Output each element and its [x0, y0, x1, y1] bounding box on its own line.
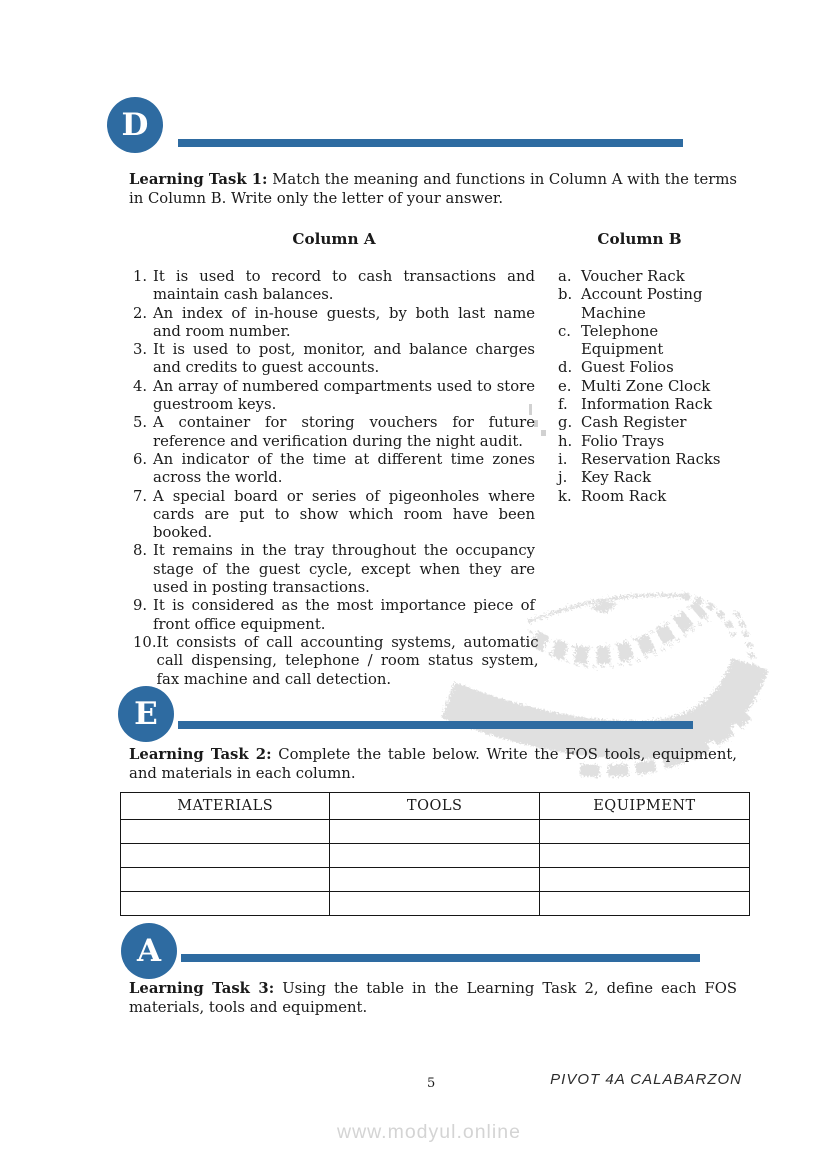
table-cell-empty: [330, 844, 539, 868]
learning-task-2-label: Learning Task 2:: [129, 746, 272, 763]
list-item: 3. It is used to post, monitor, and balance charges and credits to guest accounts.: [133, 341, 535, 377]
list-item: g. Cash Register: [558, 414, 687, 432]
section-rule-d: [178, 139, 683, 147]
table-cell-empty: [539, 844, 749, 868]
column-a-title: Column A: [292, 230, 376, 248]
learning-task-1-text: Match the meaning and functions in Column A with the terms in Column B. Write only the letter of your answer.: [129, 171, 738, 207]
list-item: 8. It remains in the tray throughout the occupancy stage of the guest cycle, except when they are used in posting transactions.: [133, 542, 535, 597]
table-header-equipment: EQUIPMENT: [539, 793, 749, 820]
table-cell-empty: [330, 820, 539, 844]
table-header-materials: MATERIALS: [121, 793, 330, 820]
list-item: a. Voucher Rack: [558, 268, 685, 285]
list-item: 7. A special board or series of pigeonholes where cards are put to show which room have been booked.: [133, 487, 535, 542]
section-rule-a: [181, 954, 700, 962]
list-item: 4. An array of numbered compartments used to store guestroom keys.: [133, 377, 535, 414]
table-row: [121, 868, 750, 892]
table-cell-empty: [539, 820, 749, 844]
column-b-title: Column B: [597, 230, 682, 248]
list-item: c. Telephone Equipment: [558, 322, 664, 359]
column-b-list: [558, 268, 721, 506]
table-cell-empty: [539, 892, 749, 916]
table-cell-empty: [539, 868, 749, 892]
learning-task-1-label: Learning Task 1:: [129, 171, 268, 188]
table-header-row: [121, 793, 750, 820]
list-item: 5. A container for storing vouchers for future reference and verification during the night audit.: [133, 414, 535, 450]
table-row: [121, 844, 750, 868]
table-cell-empty: [121, 820, 330, 844]
table-cell-empty: [121, 892, 330, 916]
site-watermark: www.modyul.online: [337, 1121, 521, 1143]
learning-task-1: [129, 171, 737, 208]
learning-task-3-text: Using the table in the Learning Task 2, define each FOS materials, tools and equipment.: [129, 980, 737, 1016]
list-item: j. Key Rack: [558, 469, 652, 487]
list-item: f. Information Rack: [558, 396, 713, 414]
learning-task-3-label: Learning Task 3:: [129, 980, 275, 997]
learning-task-2: [129, 746, 737, 783]
table-row: [121, 892, 750, 916]
list-item: i. Reservation Racks: [558, 450, 721, 468]
list-item: d. Guest Folios: [558, 359, 674, 377]
section-rule-e: [178, 721, 693, 729]
section-badge-a: A: [121, 923, 177, 979]
list-item: 6. An indicator of the time at different time zones across the world.: [133, 450, 535, 487]
page-number: 5: [427, 1076, 436, 1091]
list-item: b. Account Posting Machine: [558, 286, 703, 322]
table-header-tools: TOOLS: [330, 793, 539, 820]
column-a-list: [133, 268, 539, 689]
table-row: [121, 820, 750, 844]
list-item: 10. It consists of call accounting systems, automatic call dispensing, telephone / room status system, fax machine and call detection.: [133, 633, 539, 688]
list-item: 9. It is considered as the most importance piece of front office equipment.: [133, 597, 535, 633]
section-badge-e: E: [118, 686, 174, 742]
list-item: e. Multi Zone Clock: [558, 377, 711, 395]
learning-task-3: [129, 980, 737, 1017]
section-badge-d: D: [107, 97, 163, 153]
learning-task-2-text: Complete the table below. Write the FOS tools, equipment, and materials in each column.: [129, 746, 737, 782]
table-cell-empty: [330, 892, 539, 916]
list-item: 1. It is used to record to cash transactions and maintain cash balances.: [133, 268, 535, 304]
table-cell-empty: [121, 868, 330, 892]
list-item: 2. An index of in-house guests, by both last name and room number.: [133, 304, 535, 340]
list-item: k. Room Rack: [558, 487, 667, 505]
table-cell-empty: [121, 844, 330, 868]
imprint-text: PIVOT 4A CALABARZON: [550, 1071, 742, 1088]
stamp-speck: [541, 430, 546, 436]
table-cell-empty: [330, 868, 539, 892]
list-item: h. Folio Trays: [558, 432, 665, 450]
fos-table: [120, 792, 750, 916]
